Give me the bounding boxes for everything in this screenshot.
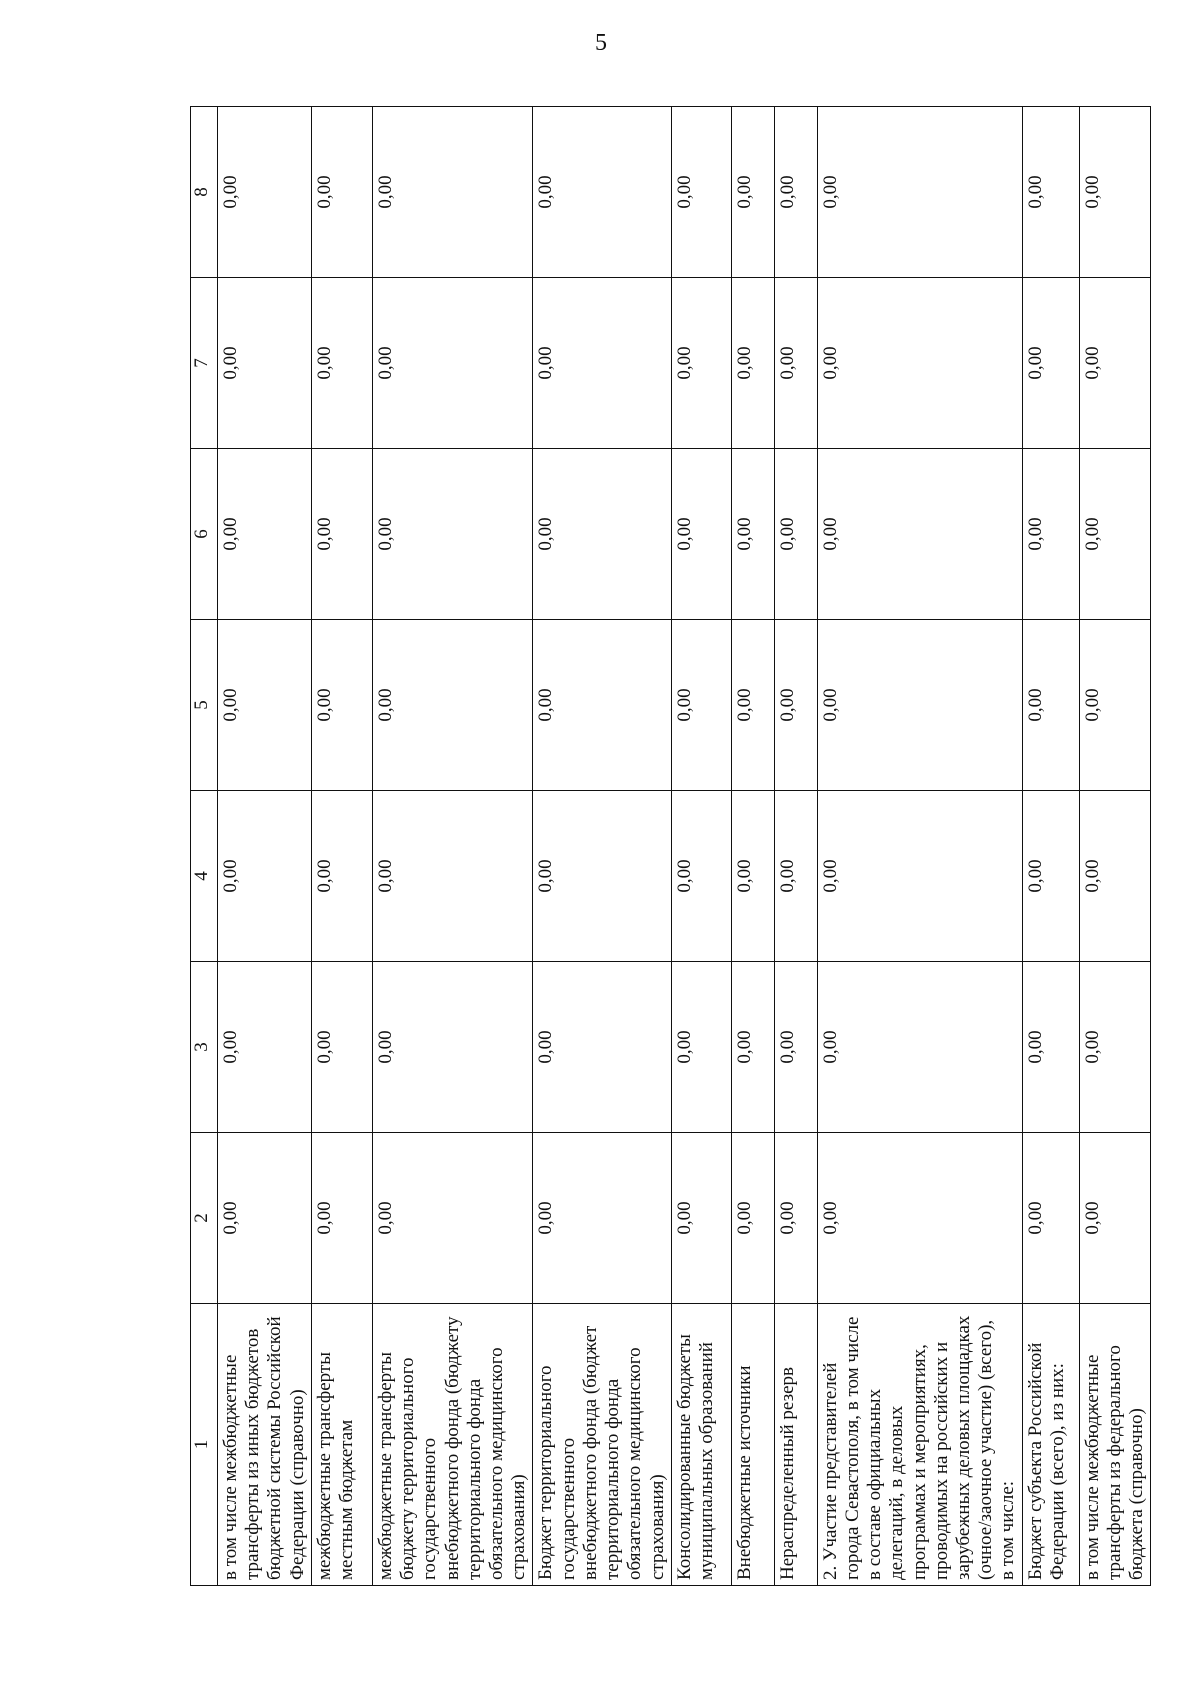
value-cell: 0,00 <box>372 962 533 1133</box>
row-label: межбюджетные трансферты бюджету территориального государственного внебюджетного фонда (бюджету территориального фонда обязательного медицинского страхования) <box>372 1304 533 1586</box>
row-label: в том числе межбюджетные трансферты из федерального бюджета (справочно) <box>1079 1304 1151 1586</box>
value-cell: 0,00 <box>731 107 774 278</box>
row-label: Бюджет территориального государственного внебюджетного фонда (бюджет территориального фонда обязательного медицинского страхования) <box>533 1304 671 1586</box>
value-cell: 0,00 <box>533 620 671 791</box>
value-cell: 0,00 <box>1022 107 1079 278</box>
column-header-7: 7 <box>191 278 218 449</box>
table-row <box>311 107 372 1586</box>
value-cell: 0,00 <box>311 1133 372 1304</box>
table-row <box>218 107 312 1586</box>
value-cell: 0,00 <box>731 962 774 1133</box>
value-cell: 0,00 <box>774 278 817 449</box>
value-cell: 0,00 <box>817 449 1022 620</box>
column-header-4: 4 <box>191 791 218 962</box>
value-cell: 0,00 <box>218 791 312 962</box>
value-cell: 0,00 <box>533 791 671 962</box>
value-cell: 0,00 <box>533 107 671 278</box>
value-cell: 0,00 <box>731 278 774 449</box>
value-cell: 0,00 <box>533 962 671 1133</box>
table-row <box>1022 107 1079 1586</box>
value-cell: 0,00 <box>671 620 731 791</box>
value-cell: 0,00 <box>218 962 312 1133</box>
column-header-8: 8 <box>191 107 218 278</box>
value-cell: 0,00 <box>311 791 372 962</box>
value-cell: 0,00 <box>1079 278 1151 449</box>
value-cell: 0,00 <box>817 962 1022 1133</box>
value-cell: 0,00 <box>1022 1133 1079 1304</box>
row-label: Внебюджетные источники <box>731 1304 774 1586</box>
value-cell: 0,00 <box>1079 791 1151 962</box>
value-cell: 0,00 <box>774 1133 817 1304</box>
value-cell: 0,00 <box>671 1133 731 1304</box>
value-cell: 0,00 <box>311 620 372 791</box>
column-header-3: 3 <box>191 962 218 1133</box>
column-header-2: 2 <box>191 1133 218 1304</box>
value-cell: 0,00 <box>774 107 817 278</box>
value-cell: 0,00 <box>1079 449 1151 620</box>
value-cell: 0,00 <box>671 791 731 962</box>
page-number: 5 <box>595 30 607 56</box>
table-row <box>731 107 774 1586</box>
value-cell: 0,00 <box>1022 278 1079 449</box>
value-cell: 0,00 <box>671 278 731 449</box>
value-cell: 0,00 <box>311 962 372 1133</box>
value-cell: 0,00 <box>671 107 731 278</box>
table-row <box>817 107 1022 1586</box>
column-header-5: 5 <box>191 620 218 791</box>
row-label: Нераспределенный резерв <box>774 1304 817 1586</box>
value-cell: 0,00 <box>372 1133 533 1304</box>
table-row <box>1079 107 1151 1586</box>
value-cell: 0,00 <box>311 278 372 449</box>
header-row <box>191 107 218 1586</box>
table-row <box>533 107 671 1586</box>
value-cell: 0,00 <box>372 791 533 962</box>
value-cell: 0,00 <box>1022 449 1079 620</box>
value-cell: 0,00 <box>1079 962 1151 1133</box>
value-cell: 0,00 <box>1079 107 1151 278</box>
value-cell: 0,00 <box>533 449 671 620</box>
value-cell: 0,00 <box>774 791 817 962</box>
row-label: Консолидированные бюджеты муниципальных образований <box>671 1304 731 1586</box>
value-cell: 0,00 <box>731 620 774 791</box>
value-cell: 0,00 <box>817 278 1022 449</box>
value-cell: 0,00 <box>372 620 533 791</box>
value-cell: 0,00 <box>1022 791 1079 962</box>
value-cell: 0,00 <box>731 449 774 620</box>
value-cell: 0,00 <box>774 962 817 1133</box>
value-cell: 0,00 <box>817 791 1022 962</box>
value-cell: 0,00 <box>817 107 1022 278</box>
value-cell: 0,00 <box>671 449 731 620</box>
budget-table-container <box>190 106 1148 1586</box>
value-cell: 0,00 <box>533 1133 671 1304</box>
row-label: 2. Участие представителей города Севастополя, в том числе в составе официальных делегаций, в деловых программах и мероприятиях, проводимых на российских и зарубежных деловых площадках (очное/заочное участие) (всего), в том числе: <box>817 1304 1022 1586</box>
value-cell: 0,00 <box>817 620 1022 791</box>
value-cell: 0,00 <box>671 962 731 1133</box>
value-cell: 0,00 <box>774 449 817 620</box>
value-cell: 0,00 <box>218 278 312 449</box>
value-cell: 0,00 <box>1022 962 1079 1133</box>
value-cell: 0,00 <box>372 449 533 620</box>
value-cell: 0,00 <box>218 449 312 620</box>
value-cell: 0,00 <box>218 1133 312 1304</box>
table-row <box>774 107 817 1586</box>
value-cell: 0,00 <box>372 278 533 449</box>
row-label: межбюджетные трансферты местным бюджетам <box>311 1304 372 1586</box>
budget-table <box>190 106 1151 1586</box>
value-cell: 0,00 <box>533 278 671 449</box>
value-cell: 0,00 <box>372 107 533 278</box>
row-label: Бюджет субъекта Российской Федерации (всего), из них: <box>1022 1304 1079 1586</box>
value-cell: 0,00 <box>311 449 372 620</box>
value-cell: 0,00 <box>1079 1133 1151 1304</box>
table-row <box>372 107 533 1586</box>
value-cell: 0,00 <box>774 620 817 791</box>
table-row <box>671 107 731 1586</box>
column-header-1: 1 <box>191 1304 218 1586</box>
value-cell: 0,00 <box>731 791 774 962</box>
value-cell: 0,00 <box>1022 620 1079 791</box>
value-cell: 0,00 <box>218 620 312 791</box>
value-cell: 0,00 <box>218 107 312 278</box>
value-cell: 0,00 <box>1079 620 1151 791</box>
value-cell: 0,00 <box>731 1133 774 1304</box>
column-header-6: 6 <box>191 449 218 620</box>
value-cell: 0,00 <box>311 107 372 278</box>
value-cell: 0,00 <box>817 1133 1022 1304</box>
row-label: в том числе межбюджетные трансферты из иных бюджетов бюджетной системы Российской Федерации (справочно) <box>218 1304 312 1586</box>
